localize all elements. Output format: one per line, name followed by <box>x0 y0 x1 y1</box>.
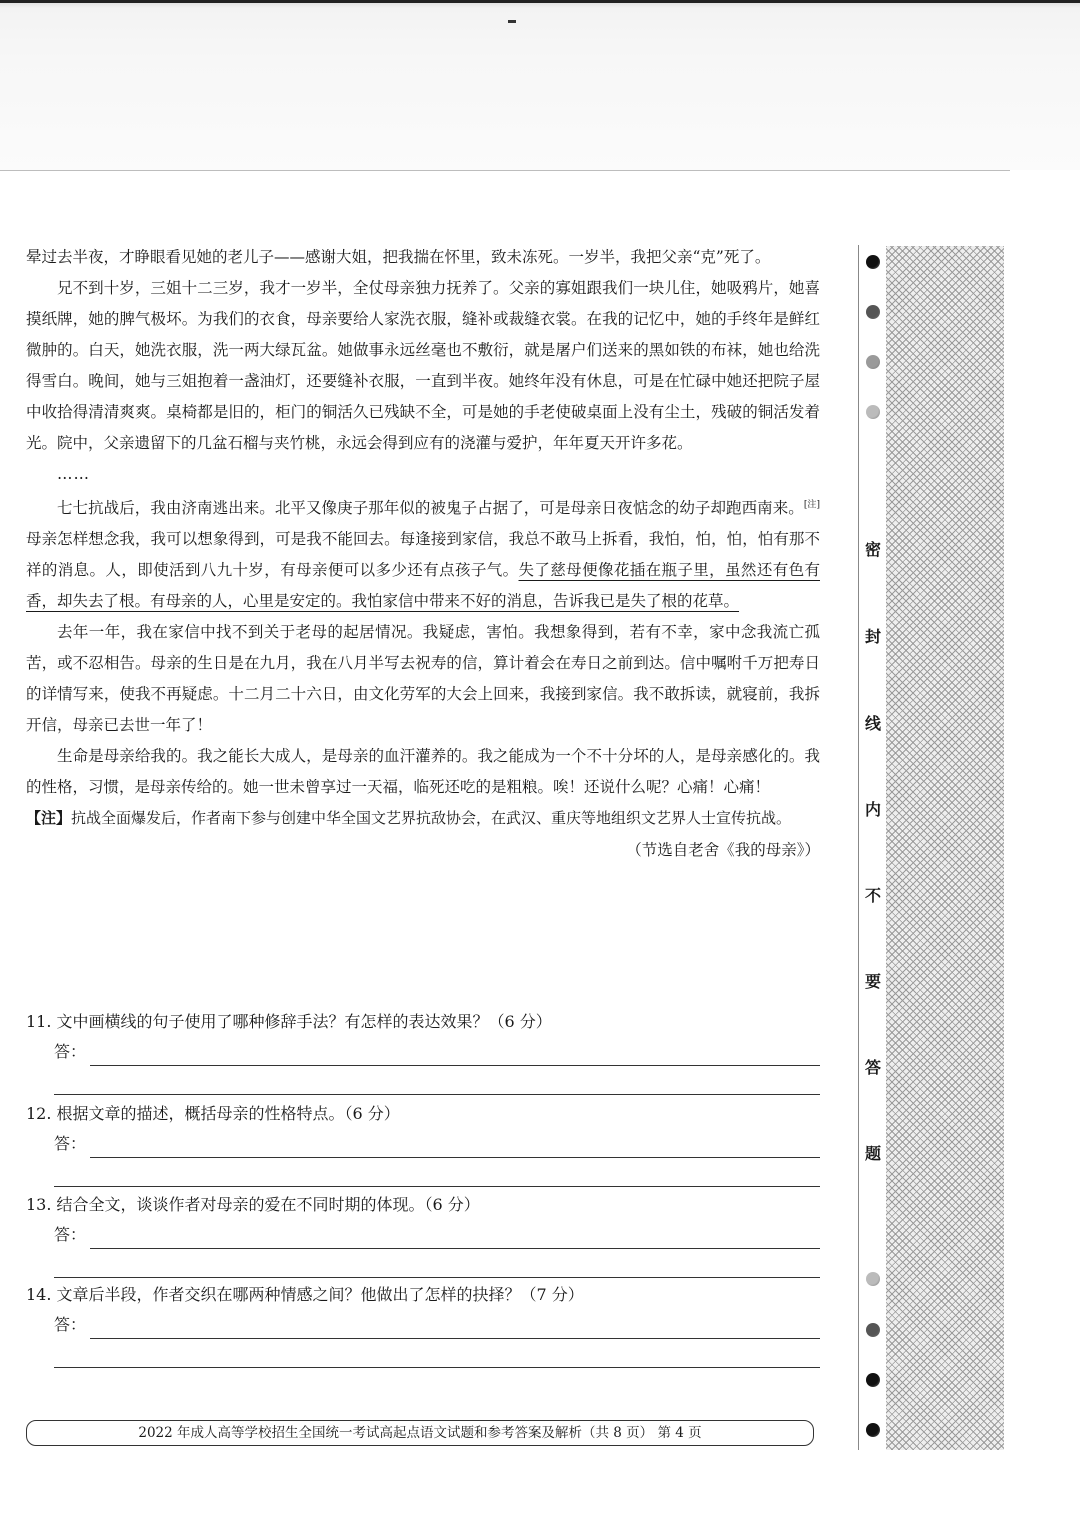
seal-char: 不 <box>864 886 881 905</box>
answer-line[interactable] <box>90 1135 820 1158</box>
answer-label: 答： <box>54 1225 87 1244</box>
passage-paragraph-2: 兄不到十岁，三姐十二三岁，我才一岁半，全仗母亲独力抚养了。父亲的寡姐跟我们一块儿住，她吸鸦片，她喜摸纸牌，她的脾气极坏。为我们的衣食，母亲要给人家洗衣服，缝补或裁缝衣裳。在我的记忆中，她的手终年是鲜红微肿的。白天，她洗衣服，洗一两大绿瓦盆。她做事永远丝毫也不敷衍，就是屠户们送来的黑如铁的布袜，她也给洗得雪白。晚间，她与三姐抱着一盏油灯，还要缝补衣服，一直到半夜。她终年没有休息，可是在忙碌中她还把院子屋中收拾得清清爽爽。桌椅都是旧的，柜门的铜活久已残缺不全，可是她的手老使破桌面上没有尘土，残破的铜活发着光。院中，父亲遗留下的几盆石榴与夹竹桃，永远会得到应有的浇灌与爱护，年年夏天开许多花。 <box>26 279 820 452</box>
binding-hole <box>866 1423 880 1437</box>
scan-background-top <box>0 0 1080 170</box>
binding-hole <box>866 1323 880 1337</box>
page-footer: 2022 年成人高等学校招生全国统一考试高起点语文试题和参考答案及解析（共 8 页） 第 4 页 <box>26 1420 814 1446</box>
question-14 <box>26 1281 820 1368</box>
answer-row <box>54 1309 820 1339</box>
paragraph-3-text-mid: 母亲怎样想念我，我可以想象得到，可是我不能回去。每逢接到家信，我总不敢马上拆看，我怕，怕，怕，怕有那不祥的消息。人，即使活到八九十岁，有母亲便可以多少还有点孩子气。 <box>26 530 820 580</box>
answer-line[interactable] <box>54 1158 820 1187</box>
answer-line[interactable] <box>90 1043 820 1066</box>
seal-char: 答 <box>864 1058 881 1077</box>
answer-line[interactable] <box>90 1226 820 1249</box>
question-14-text: 14. 文章后半段，作者交织在哪两种情感之间？他做出了怎样的抉择？（7 分） <box>26 1285 584 1304</box>
binding-hole <box>866 255 880 269</box>
question-13-text: 13. 结合全文，谈谈作者对母亲的爱在不同时期的体现。（6 分） <box>26 1195 480 1214</box>
sheet-edge <box>0 170 1010 181</box>
seal-char: 封 <box>864 627 881 646</box>
underlined-sentence: 失了慈母便像花插在瓶子里，虽然还有色有香，却失去了根。有母亲的人，心里是安定的。我怕家信中带来不好的消息，告诉我已是失了根的花草。 <box>26 561 820 611</box>
passage-paragraph-1: 晕过去半夜，才睁眼看见她的老儿子——感谢大姐，把我揣在怀里，致未冻死。一岁半，我把父亲“克”死了。 <box>26 248 771 266</box>
answer-line[interactable] <box>90 1316 820 1339</box>
answer-line[interactable] <box>54 1066 820 1095</box>
seal-char: 要 <box>864 972 881 991</box>
question-12-text: 12. 根据文章的描述，概括母亲的性格特点。（6 分） <box>26 1104 400 1123</box>
question-11-text: 11. 文中画横线的句子使用了哪种修辞手法？有怎样的表达效果？（6 分） <box>26 1012 552 1031</box>
answer-label: 答： <box>54 1315 87 1334</box>
binding-hole <box>866 355 880 369</box>
seal-char: 题 <box>864 1144 881 1163</box>
passage-paragraph-4: 去年一年，我在家信中找不到关于老母的起居情况。我疑虑，害怕。我想象得到，若有不幸，家中念我流亡孤苦，或不忍相告。母亲的生日是在九月，我在八月半写去祝寿的信，算计着会在寿日之前到达。信中嘱咐千万把寿日的详情写来，使我不再疑虑。十二月二十六日，由文化劳军的大会上回来，我接到家信。我不敢拆读，就寝前，我拆开信，母亲已去世一年了！ <box>26 623 820 735</box>
answer-row <box>54 1219 820 1249</box>
seal-hatch-area <box>886 246 1004 1450</box>
answer-label: 答： <box>54 1134 87 1153</box>
answer-line[interactable] <box>54 1339 820 1368</box>
margin-divider <box>858 245 859 1450</box>
answer-label: 答： <box>54 1042 87 1061</box>
question-13 <box>26 1191 820 1278</box>
binding-hole <box>866 1373 880 1387</box>
footnote-label: 【注】 <box>26 809 72 828</box>
footnote-text: 抗战全面爆发后，作者南下参与创建中华全国文艺界抗敌协会，在武汉、重庆等地组织文艺界人士宣传抗战。 <box>71 809 792 828</box>
footnote <box>26 803 820 833</box>
passage-source: （节选自老舍《我的母亲》） <box>626 841 820 860</box>
answer-line[interactable] <box>54 1249 820 1278</box>
question-11 <box>26 1008 820 1095</box>
seal-char: 线 <box>864 714 881 733</box>
passage-paragraph-3 <box>26 490 820 617</box>
footnote-marker: [注] <box>803 500 820 510</box>
scan-edge-line <box>0 0 1080 3</box>
reading-passage <box>26 242 820 866</box>
passage-ellipsis: …… <box>57 465 90 483</box>
seal-char: 密 <box>864 540 881 559</box>
paragraph-3-text-start: 七七抗战后，我由济南逃出来。北平又像庚子那年似的被鬼子占据了，可是母亲日夜惦念的幼子却跑西南来。 <box>57 499 804 518</box>
scan-mark <box>508 20 516 23</box>
answer-row <box>54 1128 820 1158</box>
answer-row <box>54 1036 820 1066</box>
seal-char: 内 <box>864 800 881 819</box>
passage-paragraph-5: 生命是母亲给我的。我之能长大成人，是母亲的血汗灌养的。我之能成为一个不十分坏的人，是母亲感化的。我的性格，习惯，是母亲传给的。她一世未曾享过一天福，临死还吃的是粗粮。唉！还说什么呢？心痛！心痛！ <box>26 747 820 797</box>
binding-hole <box>866 305 880 319</box>
question-12 <box>26 1100 820 1187</box>
binding-hole <box>866 1272 880 1286</box>
binding-hole <box>866 405 880 419</box>
